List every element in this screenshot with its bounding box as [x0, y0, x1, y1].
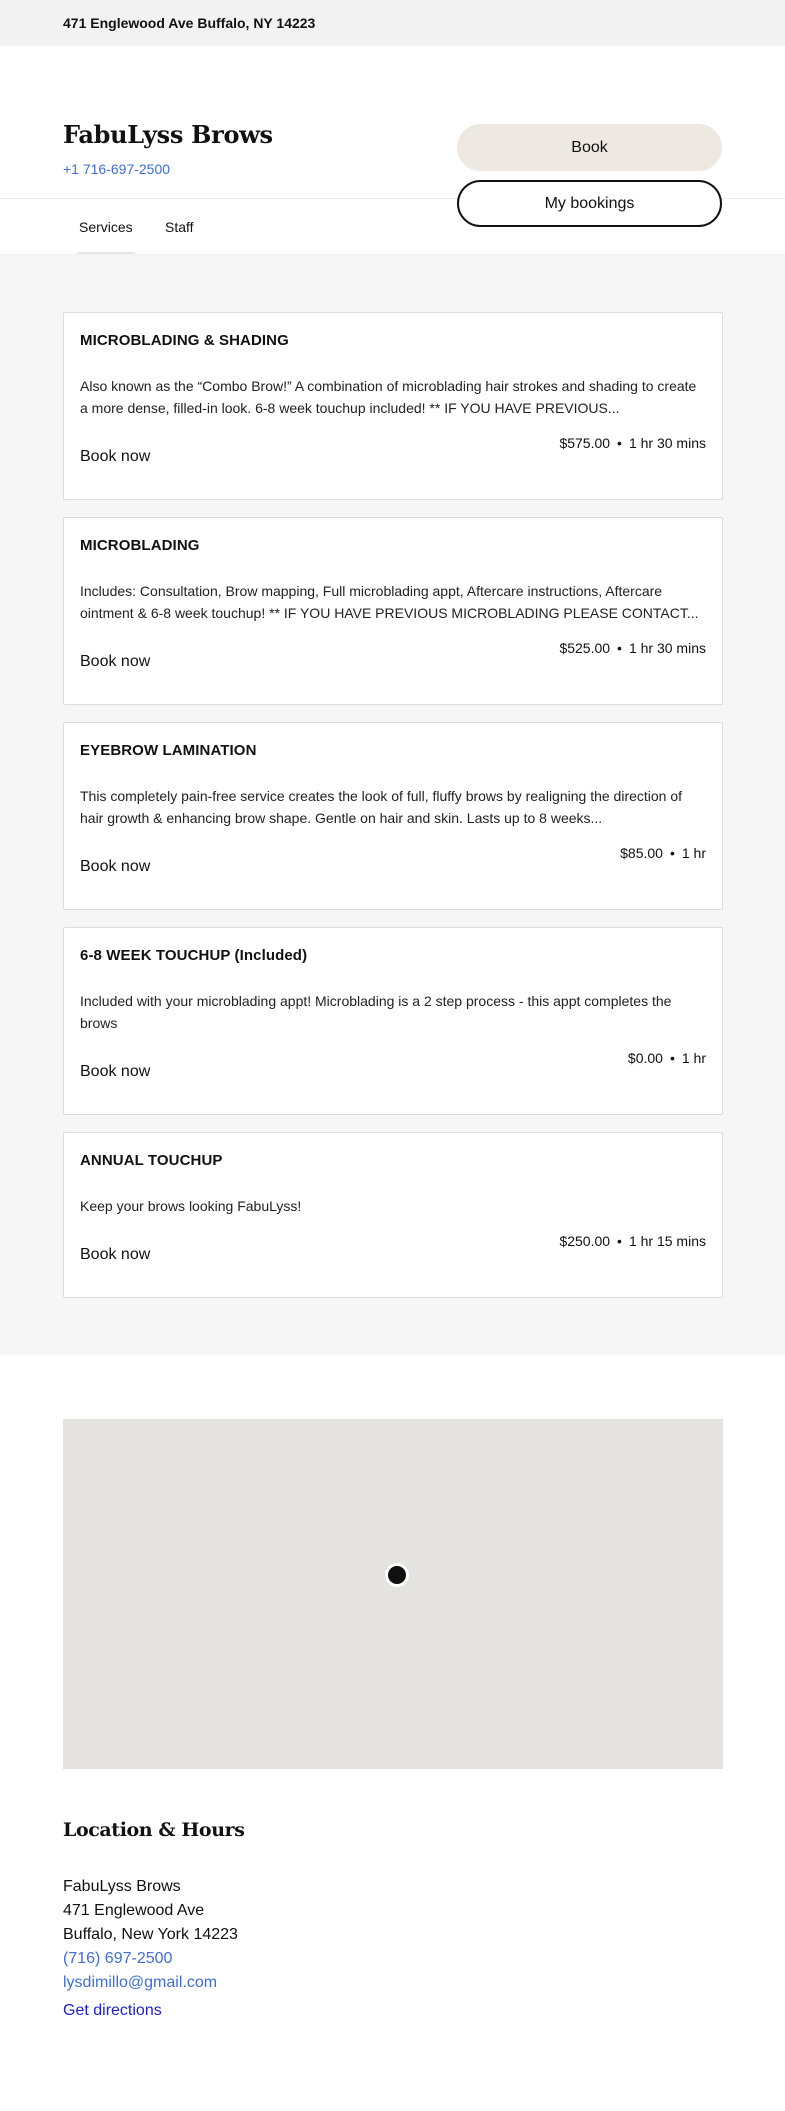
- bullet-separator: •: [669, 845, 675, 861]
- services-list: [0, 255, 785, 1355]
- location-address-block: [63, 1875, 722, 2023]
- book-button[interactable]: Book: [457, 124, 722, 171]
- book-now-link[interactable]: Book now: [80, 1246, 151, 1263]
- service-price-duration: [559, 640, 706, 656]
- book-now-link[interactable]: Book now: [80, 448, 151, 465]
- location-phone-link[interactable]: (716) 697-2500: [63, 1950, 173, 1967]
- map-pin-icon: [385, 1563, 409, 1587]
- service-duration: 1 hr: [681, 845, 706, 861]
- bullet-separator: •: [617, 1233, 622, 1249]
- service-price: $575.00: [559, 435, 611, 451]
- service-description: Included with your microblading appt! Microblading is a 2 step process - this appt completes the brows: [80, 993, 672, 1031]
- location-title: Location & Hours: [63, 1819, 245, 1841]
- service-price-duration: [559, 1233, 706, 1249]
- service-price-duration: [628, 1050, 706, 1066]
- service-description: This completely pain-free service creates the look of full, fluffy brows by realigning the direction of hair growth & enhancing brow shape. Gentle on hair and skin. Lasts up to 8 weeks...: [80, 788, 683, 826]
- service-price: $250.00: [559, 1233, 611, 1249]
- location-name: FabuLyss Brows: [63, 1878, 181, 1895]
- location-city: Buffalo, New York 14223: [63, 1926, 238, 1943]
- business-header: [0, 46, 785, 212]
- service-title: EYEBROW LAMINATION: [80, 742, 257, 759]
- service-price: $0.00: [627, 1050, 663, 1066]
- service-price: $85.00: [620, 845, 663, 861]
- book-now-link[interactable]: Book now: [80, 858, 151, 875]
- bullet-separator: •: [617, 640, 622, 656]
- book-now-link[interactable]: Book now: [80, 1063, 151, 1080]
- service-description: Also known as the “Combo Brow!” A combination of microblading hair strokes and shading to create a more dense, filled-in look. 6-8 week touchup included! ** IF YOU HAVE PREVIOUS...: [80, 378, 697, 416]
- top-address-bar: [0, 0, 785, 46]
- tab-staff[interactable]: Staff: [165, 218, 194, 235]
- service-card: [63, 312, 723, 500]
- service-title: ANNUAL TOUCHUP: [80, 1152, 223, 1169]
- service-title: MICROBLADING & SHADING: [80, 332, 289, 349]
- location-street: 471 Englewood Ave: [63, 1902, 205, 1919]
- service-price: $525.00: [559, 640, 611, 656]
- bullet-separator: •: [617, 435, 622, 451]
- business-phone-link[interactable]: +1 716-697-2500: [63, 161, 171, 177]
- service-duration: 1 hr: [681, 1050, 706, 1066]
- tab-services[interactable]: Services: [79, 199, 133, 254]
- service-card: [63, 1132, 723, 1298]
- tab-bar: [0, 199, 785, 255]
- service-duration: 1 hr 15 mins: [628, 1233, 706, 1249]
- book-now-link[interactable]: Book now: [80, 653, 151, 670]
- service-card: [63, 722, 723, 910]
- location-email-link[interactable]: lysdimillo@gmail.com: [63, 1974, 218, 1991]
- top-address: 471 Englewood Ave Buffalo, NY 14223: [63, 15, 316, 31]
- my-bookings-button[interactable]: My bookings: [457, 180, 722, 227]
- service-card: [63, 517, 723, 705]
- service-description: Includes: Consultation, Brow mapping, Full microblading appt, Aftercare instructions, Aftercare ointment & 6-8 week touchup! ** IF YOU HAVE PREVIOUS MICROBLADING PLEASE CONTACT...: [80, 583, 699, 621]
- service-description: Keep your brows looking FabuLyss!: [80, 1198, 302, 1214]
- business-name: FabuLyss Brows: [63, 120, 273, 149]
- service-duration: 1 hr 30 mins: [628, 640, 706, 656]
- service-duration: 1 hr 30 mins: [628, 435, 706, 451]
- service-card: [63, 927, 723, 1115]
- service-title: 6-8 WEEK TOUCHUP (Included): [80, 947, 308, 964]
- bullet-separator: •: [669, 1050, 675, 1066]
- get-directions-link[interactable]: Get directions: [63, 2002, 162, 2019]
- service-price-duration: [620, 845, 706, 861]
- service-price-duration: [559, 435, 706, 451]
- location-map[interactable]: [63, 1419, 723, 1769]
- map-section: [0, 1355, 785, 1769]
- service-title: MICROBLADING: [80, 537, 200, 554]
